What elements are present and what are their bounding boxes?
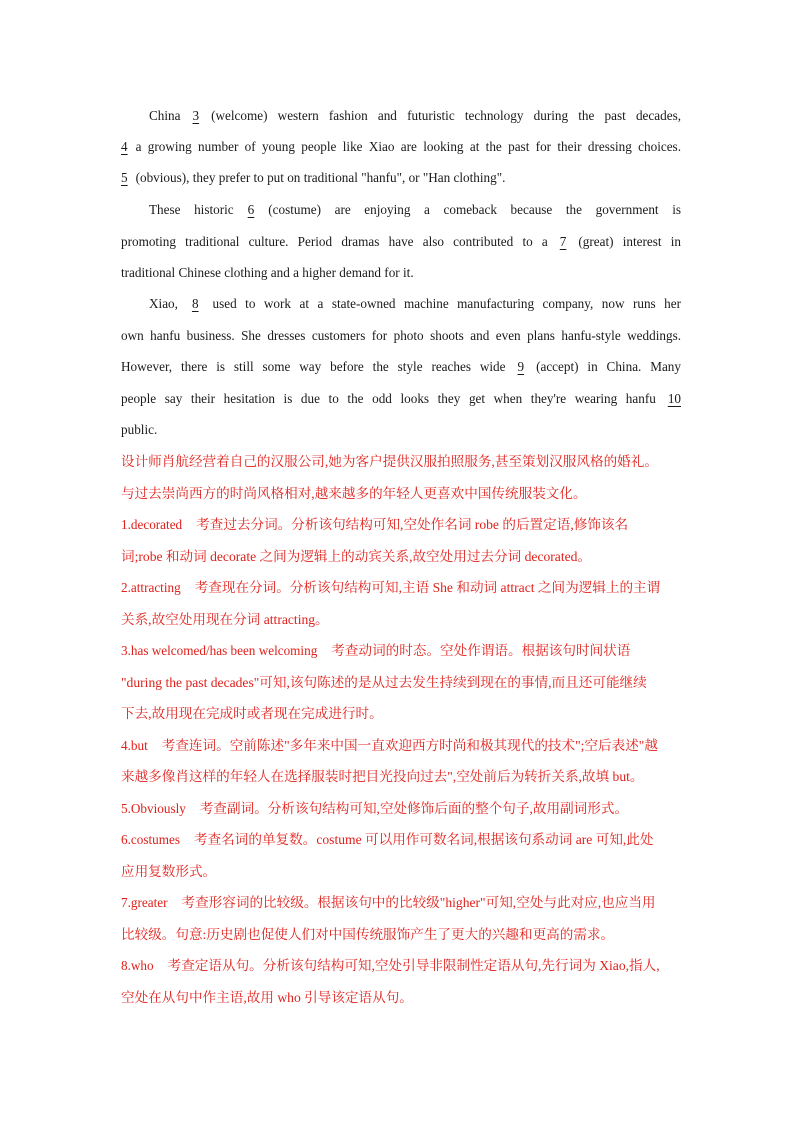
explanation-6-line-1 xyxy=(121,824,681,855)
explanation-6-line-2: 应用复数形式。 xyxy=(121,864,217,879)
blank-8: 8 xyxy=(191,296,199,311)
blank-7: 7 xyxy=(559,234,567,249)
blank-4: 4 xyxy=(121,139,128,154)
passage-p3-line-2 xyxy=(121,320,681,352)
blank-5: 5 xyxy=(121,170,128,185)
answer-3: 3.has welcomed/has been welcoming xyxy=(121,643,318,658)
text-segment: own hanfu business. She dresses customers for photo shoots and even plans hanfu-style weddings. xyxy=(121,328,681,343)
passage-p1-line-2 xyxy=(121,131,681,163)
text-segment: 考查连词。空前陈述"多年来中国一直欢迎西方时尚和极其现代的技术";空后表述"越 xyxy=(161,738,658,753)
text-segment: 考查动词的时态。空处作谓语。根据该句时间状语 xyxy=(331,643,631,658)
answer-8: 8.who xyxy=(121,958,154,973)
answer-5: 5.Obviously xyxy=(121,801,186,816)
passage-p3-line-4 xyxy=(121,383,681,415)
text-segment: 考查过去分词。分析该句结构可知,空处作名词 robe 的后置定语,修饰该名 xyxy=(196,517,629,532)
text-segment: (obvious), they prefer to put on traditional "hanfu", or "Han clothing". xyxy=(135,170,506,185)
explanation-1-line-1 xyxy=(121,509,681,540)
text-segment: (great) interest in xyxy=(578,234,681,249)
passage-p2-line-2 xyxy=(121,226,681,258)
text-segment: China xyxy=(149,108,181,123)
text-segment: people say their hesitation is due to the odd looks they get when they're wearing hanfu xyxy=(121,391,656,406)
explanation-4-line-2: 来越多像肖这样的年轻人在选择服装时把目光投向过去",空处前后为转折关系,故填 but。 xyxy=(121,769,644,784)
explanation-3-line-2: "during the past decades"可知,该句陈述的是从过去发生持续到现在的事情,而且还可能继续 xyxy=(121,675,647,690)
answer-2: 2.attracting xyxy=(121,580,181,595)
passage-p3-line-5 xyxy=(121,414,681,446)
text-segment: traditional Chinese clothing and a higher demand for it. xyxy=(121,265,414,280)
blank-10: 10 xyxy=(667,391,681,406)
blank-3: 3 xyxy=(192,108,200,123)
explanation-3-line-1 xyxy=(121,635,681,666)
text-segment: public. xyxy=(121,422,158,437)
text-segment: However, there is still some way before the style reaches wide xyxy=(121,359,506,374)
explanation-7-line-1 xyxy=(121,887,681,918)
answer-6: 6.costumes xyxy=(121,832,180,847)
text-segment: (costume) are enjoying a comeback because the government is xyxy=(268,202,681,217)
passage-p3-line-1 xyxy=(149,288,681,320)
explanation-2-line-2: 关系,故空处用现在分词 attracting。 xyxy=(121,612,329,627)
explanation-8-line-2: 空处在从句中作主语,故用 who 引导该定语从句。 xyxy=(121,990,413,1005)
text-segment: 考查形容词的比较级。根据该句中的比较级"higher"可知,空处与此对应,也应当用 xyxy=(181,895,656,910)
explanation-intro-1: 设计师肖航经营着自己的汉服公司,她为客户提供汉服拍照服务,甚至策划汉服风格的婚礼。 xyxy=(121,454,658,469)
text-segment: Xiao, xyxy=(149,296,178,311)
passage-p1-line-3 xyxy=(121,162,681,194)
text-segment: promoting traditional culture. Period dramas have also contributed to a xyxy=(121,234,548,249)
text-segment: These historic xyxy=(149,202,234,217)
text-segment: used to work at a state-owned machine manufacturing company, now runs her xyxy=(212,296,681,311)
passage-p2-line-1 xyxy=(149,194,681,226)
text-segment: 考查现在分词。分析该句结构可知,主语 She 和动词 attract 之间为逻辑上的主谓 xyxy=(194,580,661,595)
text-segment: 考查定语从句。分析该句结构可知,空处引导非限制性定语从句,先行词为 Xiao,指人, xyxy=(167,958,660,973)
explanation-8-line-1 xyxy=(121,950,681,981)
passage-p2-line-3 xyxy=(121,257,681,289)
explanation-intro-2: 与过去崇尚西方的时尚风格相对,越来越多的年轻人更喜欢中国传统服装文化。 xyxy=(121,486,587,501)
blank-6: 6 xyxy=(247,202,255,217)
passage-p3-line-3 xyxy=(121,351,681,383)
explanation-2-line-1 xyxy=(121,572,681,603)
explanation-3-line-3: 下去,故用现在完成时或者现在完成进行时。 xyxy=(121,706,383,721)
text-segment: (accept) in China. Many xyxy=(536,359,681,374)
explanation-5-line-1 xyxy=(121,793,681,824)
explanation-7-line-2: 比较级。句意:历史剧也促使人们对中国传统服饰产生了更大的兴趣和更高的需求。 xyxy=(121,927,615,942)
passage-p1-line-1 xyxy=(149,100,681,132)
text-segment: (welcome) western fashion and futuristic technology during the past decades, xyxy=(211,108,681,123)
answer-1: 1.decorated xyxy=(121,517,183,532)
answer-7: 7.greater xyxy=(121,895,168,910)
text-segment: 考查副词。分析该句结构可知,空处修饰后面的整个句子,故用副词形式。 xyxy=(199,801,629,816)
text-segment: 考查名词的单复数。costume 可以用作可数名词,根据该句系动词 are 可知,此处 xyxy=(193,832,654,847)
text-segment: a growing number of young people like Xiao are looking at the past for their dressing choices. xyxy=(135,139,681,154)
explanation-1-line-2: 词;robe 和动词 decorate 之间为逻辑上的动宾关系,故空处用过去分词 decorated。 xyxy=(121,549,592,564)
blank-9: 9 xyxy=(517,359,525,374)
explanation-4-line-1 xyxy=(121,730,681,761)
answer-4: 4.but xyxy=(121,738,148,753)
